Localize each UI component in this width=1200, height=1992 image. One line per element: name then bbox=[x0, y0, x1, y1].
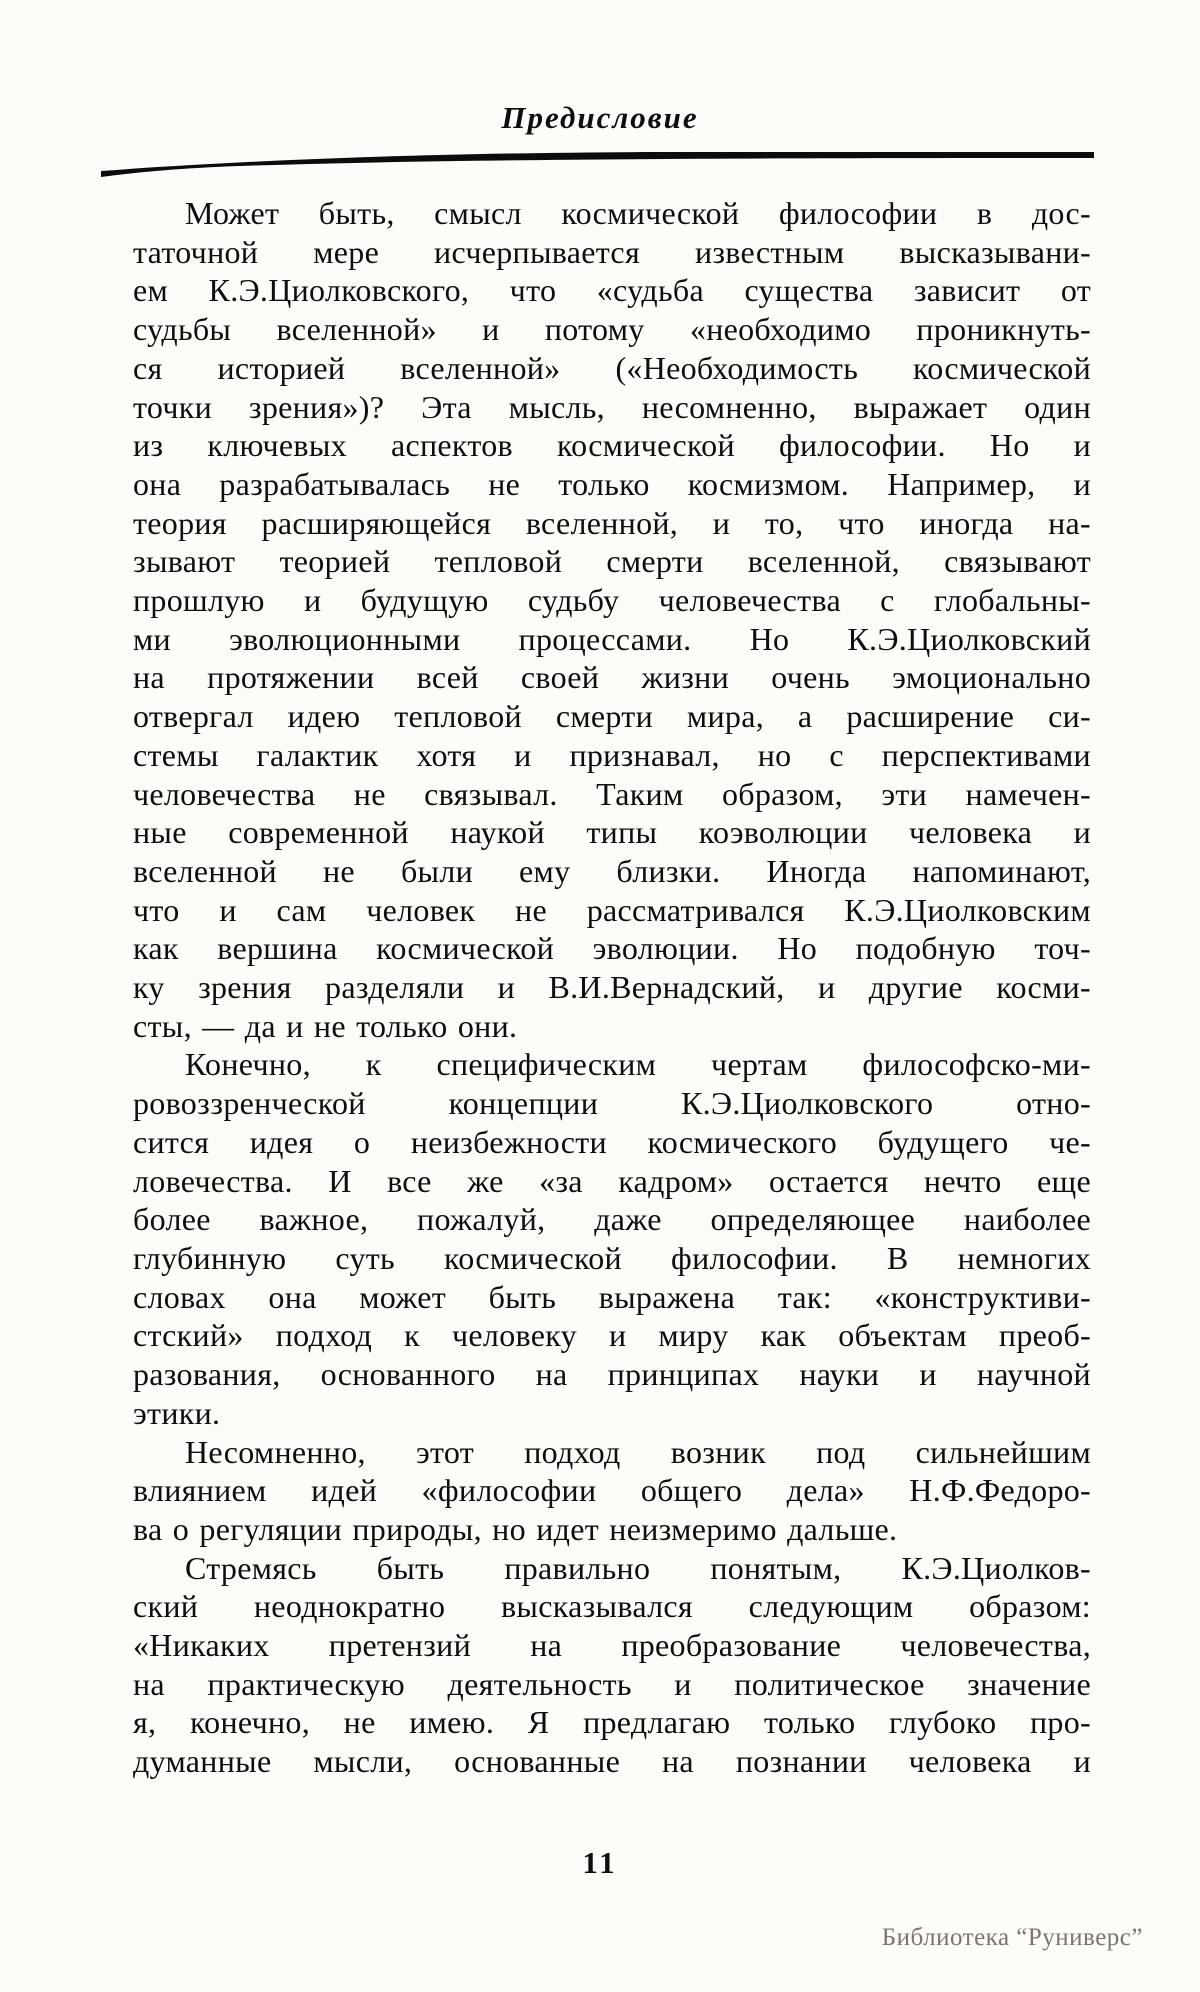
text-line: прошлую и будущую судьбу человечества с глобальны- bbox=[133, 582, 1091, 619]
text-line: Стремясь быть правильно понятым, К.Э.Циолков- bbox=[185, 1549, 1091, 1586]
text-line: ский неоднократно высказывался следующим образом: bbox=[133, 1588, 1091, 1625]
text-line: ва о регуляции природы, но идет неизмеримо дальше. bbox=[133, 1510, 898, 1547]
text-line: судьбы вселенной» и потому «необходимо проникнуть- bbox=[133, 311, 1091, 348]
library-watermark: Библиотека “Руниверс” bbox=[881, 1924, 1143, 1951]
page-title: Предисловие bbox=[501, 100, 699, 135]
text-line: таточной мере исчерпывается известным высказывани- bbox=[133, 233, 1091, 270]
text-line: Конечно, к специфическим чертам философско-ми- bbox=[185, 1046, 1091, 1083]
text-line: я, конечно, не имею. Я предлагаю только глубоко про- bbox=[133, 1704, 1091, 1741]
text-line: на практическую деятельность и политическое значение bbox=[133, 1665, 1091, 1702]
text-line: точки зрения»)? Эта мысль, несомненно, выражает один bbox=[133, 388, 1091, 425]
text-line: ку зрения разделяли и В.И.Вернадский, и другие косми- bbox=[133, 969, 1091, 1006]
text-line: человечества не связывал. Таким образом, эти намечен- bbox=[133, 775, 1091, 812]
page-number: 11 bbox=[582, 1845, 618, 1880]
body-text bbox=[133, 194, 1091, 1781]
text-line: Несомненно, этот подход возник под сильнейшим bbox=[185, 1433, 1091, 1470]
text-line: влиянием идей «философии общего дела» Н.Ф.Федоро- bbox=[133, 1472, 1091, 1509]
text-line: «Никаких претензий на преобразование человечества, bbox=[133, 1627, 1091, 1664]
text-line: ловечества. И все же «за кадром» остается нечто еще bbox=[133, 1162, 1091, 1199]
text-line: вселенной не были ему близки. Иногда напоминают, bbox=[133, 852, 1091, 889]
text-line: теория расширяющейся вселенной, и то, что иногда на- bbox=[133, 504, 1091, 541]
text-line: ные современной наукой типы коэволюции человека и bbox=[133, 814, 1091, 851]
text-line: сится идея о неизбежности космического будущего че- bbox=[133, 1123, 1091, 1160]
text-line: глубинную суть космической философии. В немногих bbox=[133, 1239, 1091, 1276]
text-line: Может быть, смысл космической философии в дос- bbox=[185, 195, 1091, 231]
text-line: как вершина космической эволюции. Но подобную точ- bbox=[133, 930, 1091, 967]
text-line: ем К.Э.Циолковского, что «судьба существа зависит от bbox=[133, 272, 1091, 309]
text-line: более важное, пожалуй, даже определяющее наиболее bbox=[133, 1201, 1091, 1238]
text-line: зывают теорией тепловой смерти вселенной, связывают bbox=[133, 543, 1091, 580]
text-line: на протяжении всей своей жизни очень эмоционально bbox=[133, 659, 1091, 696]
text-line: этики. bbox=[133, 1394, 221, 1431]
text-line: разования, основанного на принципах науки и научной bbox=[133, 1356, 1091, 1393]
text-line: думанные мысли, основанные на познании человека и bbox=[133, 1743, 1091, 1780]
text-line: она разрабатывалась не только космизмом. Например, и bbox=[133, 465, 1091, 502]
text-line: из ключевых аспектов космической философии. Но и bbox=[133, 427, 1091, 464]
text-line: словах она может быть выражена так: «конструктиви- bbox=[133, 1278, 1091, 1315]
text-line: отвергал идею тепловой смерти мира, а расширение си- bbox=[133, 698, 1091, 735]
text-line: ми эволюционными процессами. Но К.Э.Циолковский bbox=[133, 620, 1091, 657]
text-line: ся историей вселенной» («Необходимость космической bbox=[133, 349, 1091, 386]
text-line: сты, — да и не только они. bbox=[133, 1007, 518, 1044]
title-rule bbox=[100, 144, 1095, 178]
text-line: стемы галактик хотя и признавал, но с перспективами bbox=[133, 736, 1091, 773]
text-line: стский» подход к человеку и миру как объектам преоб- bbox=[133, 1317, 1091, 1354]
text-line: что и сам человек не рассматривался К.Э.Циолковским bbox=[133, 891, 1091, 928]
text-line: ровоззренческой концепции К.Э.Циолковского отно- bbox=[133, 1085, 1091, 1122]
